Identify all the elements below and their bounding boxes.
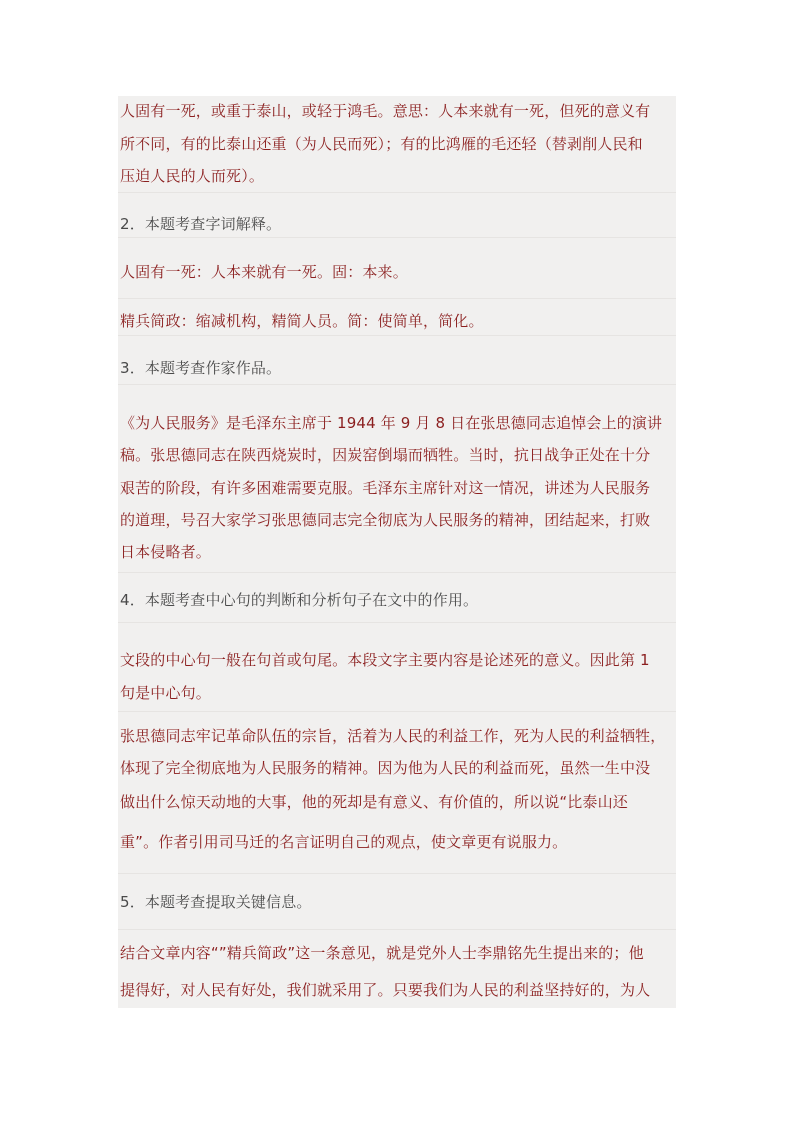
text-line: 重”。作者引用司马迁的名言证明自己的观点，使文章更有说服力。 <box>120 833 568 851</box>
text-line: 结合文章内容“”精兵简政”这一条意见，就是党外人士李鼎铭先生提出来的；他 <box>120 944 644 962</box>
paragraph-analysis <box>118 712 676 874</box>
text-line: 的道理，号召大家学习张思德同志完全彻底为人民服务的精神，团结起来，打败 <box>120 511 651 529</box>
question-2-heading <box>118 193 676 238</box>
text-line: 提得好，对人民有好处，我们就采用了。只要我们为人民的利益坚持好的，为人 <box>120 981 651 999</box>
paragraph-word-2 <box>118 299 676 336</box>
text-line: 3．本题考查作家作品。 <box>120 359 282 377</box>
text-line: 所不同，有的比泰山还重（为人民而死）；有的比鸿雁的毛还轻（替剥削人民和 <box>120 135 643 153</box>
paragraph-key-info <box>118 930 676 1008</box>
text-line: 张思德同志牢记革命队伍的宗旨，活着为人民的利益工作，死为人民的利益牺牲， <box>120 727 666 745</box>
paragraph-author-work <box>118 385 676 573</box>
text-line: 人固有一死：人本来就有一死。固：本来。 <box>120 263 408 281</box>
text-line: 艰苦的阶段，有许多困难需要克服。毛泽东主席针对这一情况，讲述为人民服务 <box>120 479 651 497</box>
text-line: 2．本题考查字词解释。 <box>120 215 282 233</box>
text-line: 压迫人民的人而死）。 <box>120 167 265 185</box>
paragraph-word-1 <box>118 238 676 299</box>
text-line: 日本侵略者。 <box>120 543 211 561</box>
text-line: 《为人民服务》是毛泽东主席于 1944 年 9 月 8 日在张思德同志追悼会上的演讲 <box>120 414 663 432</box>
text-line: 稿。张思德同志在陕西烧炭时，因炭窑倒塌而牺牲。当时，抗日战争正处在十分 <box>120 446 651 464</box>
text-line: 句是中心句。 <box>120 684 211 702</box>
question-4-heading <box>118 573 676 623</box>
text-line: 4．本题考查中心句的判断和分析句子在文中的作用。 <box>120 591 479 609</box>
text-line: 人固有一死，或重于泰山，或轻于鸿毛。意思：人本来就有一死，但死的意义有 <box>120 102 651 120</box>
paragraph-meaning <box>118 96 676 193</box>
text-line: 5．本题考查提取关键信息。 <box>120 893 312 911</box>
text-line: 做出什么惊天动地的大事，他的死却是有意义、有价值的，所以说“比泰山还 <box>120 793 628 811</box>
text-line: 精兵简政：缩减机构，精简人员。简：使简单，简化。 <box>120 312 484 330</box>
question-3-heading <box>118 336 676 385</box>
paragraph-central-sentence <box>118 623 676 712</box>
text-line: 文段的中心句一般在句首或句尾。本段文字主要内容是论述死的意义。因此第 1 <box>120 651 650 669</box>
text-line: 体现了完全彻底地为人民服务的精神。因为他为人民的利益而死，虽然一生中没 <box>120 759 651 777</box>
question-5-heading <box>118 874 676 930</box>
document-body <box>118 96 676 1008</box>
